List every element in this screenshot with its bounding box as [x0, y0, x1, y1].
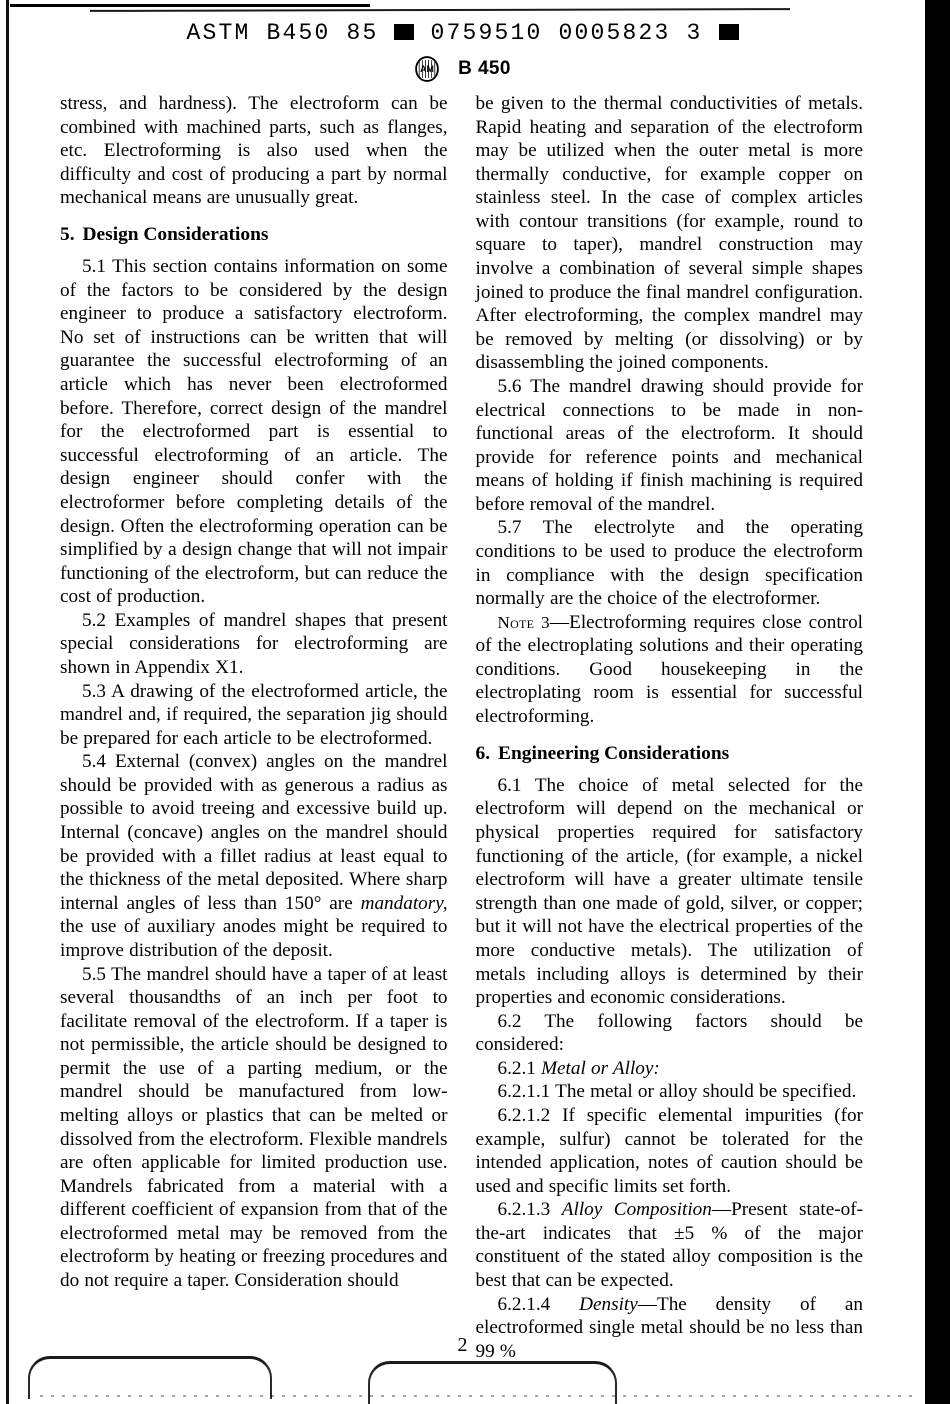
paragraph-6-2: 6.2 The following factors should be considered:: [475, 1010, 863, 1056]
paragraph-6-2-1-4-text: —The density of an electroformed single metal should be no less than 99 %: [475, 1293, 863, 1362]
ocr-barcode-digits: 0759510 0005823 3: [414, 20, 719, 46]
paragraph-6-2-1-3: [476, 1198, 864, 1292]
paragraph-continued-right: be given to the thermal conductivities of metals. Rapid heating and separation of the electroform may be utilized when the outer metal is more thermally conductive, for example copper on stainless steel. In the case of complex articles with contour transitions (for example, round to square to taper), mandrel construction may involve a combination of several simple shapes joined to produce the final mandrel configuration. After electroforming, the complex mandrel may be removed by melting (or dissolving) or by disassembling the joined components.: [475, 93, 863, 374]
heading-6-number: 6.: [475, 742, 491, 764]
two-column-body: [0, 92, 925, 1362]
scan-curl-shadow-right: [368, 1361, 617, 1404]
logo-row: [0, 56, 925, 82]
heading-5-number: 5.: [60, 223, 75, 245]
paragraph-6-2-1-emphasis: Metal or Alloy:: [541, 1057, 660, 1079]
barcode-block-icon-2: [719, 24, 739, 40]
paragraph-5-6: 5.6 The mandrel drawing should provide for electrical connections to be made in non-functional areas of the electroform. It should provide for reference points and mechanical means of holding if finish machining is required before removal of the mandrel.: [475, 375, 863, 515]
scan-right-edge-artifact: [925, 0, 950, 1404]
paragraph-6-2-1-3-text: —Present state-of-the-art indicates that ±5 % of the major constituent of the stated alloy composition is the best that can be expected.: [475, 1199, 863, 1292]
paragraph-continued-left: stress, and hardness). The electroform can be combined with machined parts, such as flanges, etc. Electroforming is also used when the difficulty and cost of producing a part by normal mechanical means are unusually great.: [60, 93, 448, 209]
paragraph-6-2-1: [476, 1057, 864, 1081]
paragraph-5-7: 5.7 The electrolyte and the operating conditions to be used to produce the electroform in compliance with the design specification normally are the choice of the electroformer.: [475, 517, 863, 610]
paragraph-6-2-1-4-number: 6.2.1.4: [497, 1293, 580, 1315]
ocr-barcode-prefix: ASTM B450 85: [186, 20, 395, 46]
scan-top-edge-bar: [10, 4, 370, 7]
paragraph-6-2-1-2: 6.2.1.2 If specific elemental impurities (for example, sulfur) cannot be tolerated for the intended application, notes of caution should be used and specific limits set forth.: [475, 1104, 863, 1197]
heading-section-5: [60, 223, 448, 246]
paragraph-5-4-emphasis: mandatory,: [360, 892, 448, 914]
paragraph-6-2-1-3-number: 6.2.1.3: [497, 1199, 562, 1221]
ocr-barcode-header: [0, 20, 925, 46]
paragraph-5-4-part-a: 5.4 External (convex) angles on the mandrel should be provided with as generous a radius as possible to avoid treeing and excessive build up. Internal (concave) angles on the mandrel should be provided with a fillet radius at least equal to the thickness of the metal deposited. Where sharp internal angles of less than 150° are: [60, 751, 448, 914]
scan-curl-shadow-left: [28, 1356, 272, 1399]
right-column: [475, 92, 864, 1362]
paragraph-5-2: 5.2 Examples of mandrel shapes that present special considerations for electroforming are shown in Appendix X1.: [60, 609, 448, 678]
note-3-label: Note 3: [497, 612, 550, 632]
note-3-text: —Electroforming requires close control of the electroplating solutions and their operating conditions. Good housekeeping in the electroplating room is essential for successful electroforming.: [475, 611, 863, 728]
paragraph-6-2-1-1: 6.2.1.1 The metal or alloy should be specified.: [497, 1081, 857, 1103]
barcode-block-icon: [394, 24, 414, 40]
paragraph-5-5: 5.5 The mandrel should have a taper of at least several thousandths of an inch per foot to facilitate removal of the electroform. If a taper is not permissible, the article should be designed to permit the use of a parting medium, or the mandrel should be manufactured from low-melting alloys or plastics that can be melted or dissolved from the electroform. Flexible mandrels are often applicable for limited production use. Mandrels fabricated from a material with a different coefficient of expansion from that of the electroformed metal may be removed from the electroform by heating or freezing procedures and do not require a taper. Consideration should: [60, 963, 448, 1292]
heading-section-6: [476, 742, 864, 765]
specification-number: B 450: [458, 58, 511, 79]
paragraph-6-2-1-number: 6.2.1: [497, 1057, 542, 1079]
paragraph-6-2-1-3-emphasis: Alloy Composition: [561, 1199, 712, 1221]
svg-text:AM: AM: [420, 64, 435, 75]
paragraph-5-1: 5.1 This section contains information on some of the factors to be considered by the design engineer to produce a satisfactory electroform. No set of instructions can be written that will guarantee the successful electroforming of an article which has never been electroformed before. Therefore, correct design of the mandrel for the electroformed part is essential to successful electroforming of an article. The design engineer should confer with the electroformer before completing details of the design. Often the electroforming operation can be simplified by a design change that will not impair functioning of the electroform, but can reduce the cost of production.: [60, 256, 448, 608]
scan-bottom-speckle: [40, 1395, 920, 1397]
paragraph-5-4: [60, 750, 448, 962]
paragraph-5-3: 5.3 A drawing of the electroformed article, the mandrel and, if required, the separation jig should be prepared for each article to be electroformed.: [60, 680, 448, 749]
paragraph-5-4-part-b: the use of auxiliary anodes might be required to improve distribution of the deposit.: [60, 916, 448, 961]
left-column: [60, 92, 448, 1317]
note-3: [476, 611, 864, 729]
header-rule: [90, 8, 790, 12]
paragraph-6-1: 6.1 The choice of metal selected for the electroform will depend on the mechanical or physical properties required for satisfactory functioning of the article, (for example, a nickel electroform will have a greater ultimate tensile strength than one made of gold, silver, or copper; but it will not have the electrical properties of the more conductive metals). The utilization of metals including alloys is determined by their properties and economic considerations.: [475, 774, 863, 1009]
page-number: 2: [457, 1334, 468, 1356]
paragraph-6-2-1-4-emphasis: Density: [579, 1293, 638, 1315]
heading-5-title: Design Considerations: [82, 223, 269, 245]
heading-6-title: Engineering Considerations: [498, 742, 730, 764]
astm-logo-icon: [414, 56, 440, 82]
